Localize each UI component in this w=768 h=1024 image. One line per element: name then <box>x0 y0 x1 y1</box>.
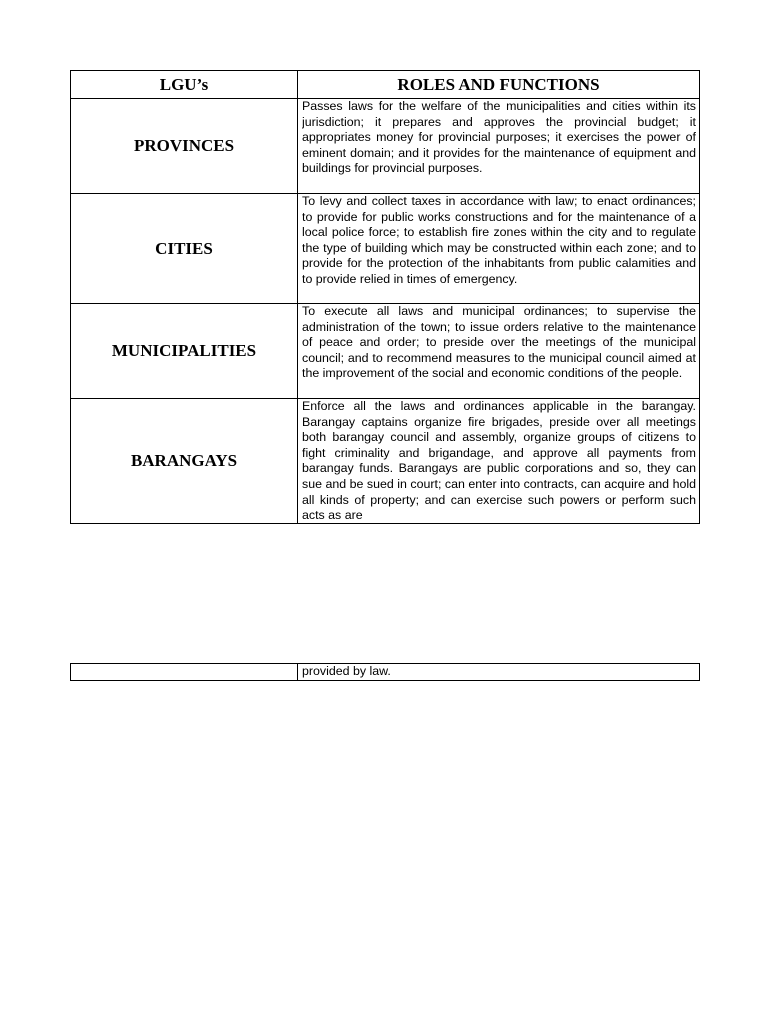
header-lgu: LGU’s <box>71 71 298 99</box>
table-row <box>71 304 700 399</box>
header-roles-and-functions: ROLES AND FUNCTIONS <box>298 71 700 99</box>
roles-cities <box>298 194 700 304</box>
roles-text: Passes laws for the welfare of the municipalities and cities within its jurisdiction; it prepares and approves the provincial budget; it appropriates money for provincial purposes; it exercises the power of eminent domain; and it provides for the maintenance of equipment and buildings for provincial purposes. <box>302 99 696 176</box>
lgu-roles-table <box>70 70 700 524</box>
table-row <box>71 194 700 304</box>
table-row <box>71 664 700 681</box>
roles-provinces <box>298 99 700 194</box>
roles-barangays <box>298 399 700 524</box>
continuation-lgu-cell <box>71 664 298 681</box>
lgu-name-cities: CITIES <box>71 194 298 304</box>
lgu-roles-table-continuation <box>70 663 700 681</box>
roles-municipalities <box>298 304 700 399</box>
lgu-name-municipalities: MUNICIPALITIES <box>71 304 298 399</box>
roles-continuation: provided by law. <box>298 664 700 681</box>
table-row <box>71 399 700 524</box>
roles-text: To execute all laws and municipal ordinances; to supervise the administration of the town; to issue orders relative to the maintenance of peace and order; to preside over the meetings of the municipal council; and to recommend measures to the municipal council aimed at the improvement of the social and economic conditions of the people. <box>302 304 696 381</box>
lgu-name-provinces: PROVINCES <box>71 99 298 194</box>
table-row <box>71 99 700 194</box>
table-header-row <box>71 71 700 99</box>
roles-text: To levy and collect taxes in accordance with law; to enact ordinances; to provide for public works constructions and for the maintenance of a local police force; to establish fire zones within the city and to regulate the type of building which may be constructed within each zone; and to provide for the protection of the inhabitants from public calamities and to provide relied in times of emergency. <box>302 194 696 286</box>
lgu-name-barangays: BARANGAYS <box>71 399 298 524</box>
roles-text: Enforce all the laws and ordinances applicable in the barangay. Barangay captains organize fire brigades, preside over all meetings both barangay council and assembly, organize groups of citizens to fight criminality and brigandage, and approve all payments from barangay funds. Barangays are public corporations and so, they can sue and be sued in court; can enter into contracts, can acquire and hold all kinds of property; and can exercise such powers or perform such acts as are <box>302 399 696 523</box>
